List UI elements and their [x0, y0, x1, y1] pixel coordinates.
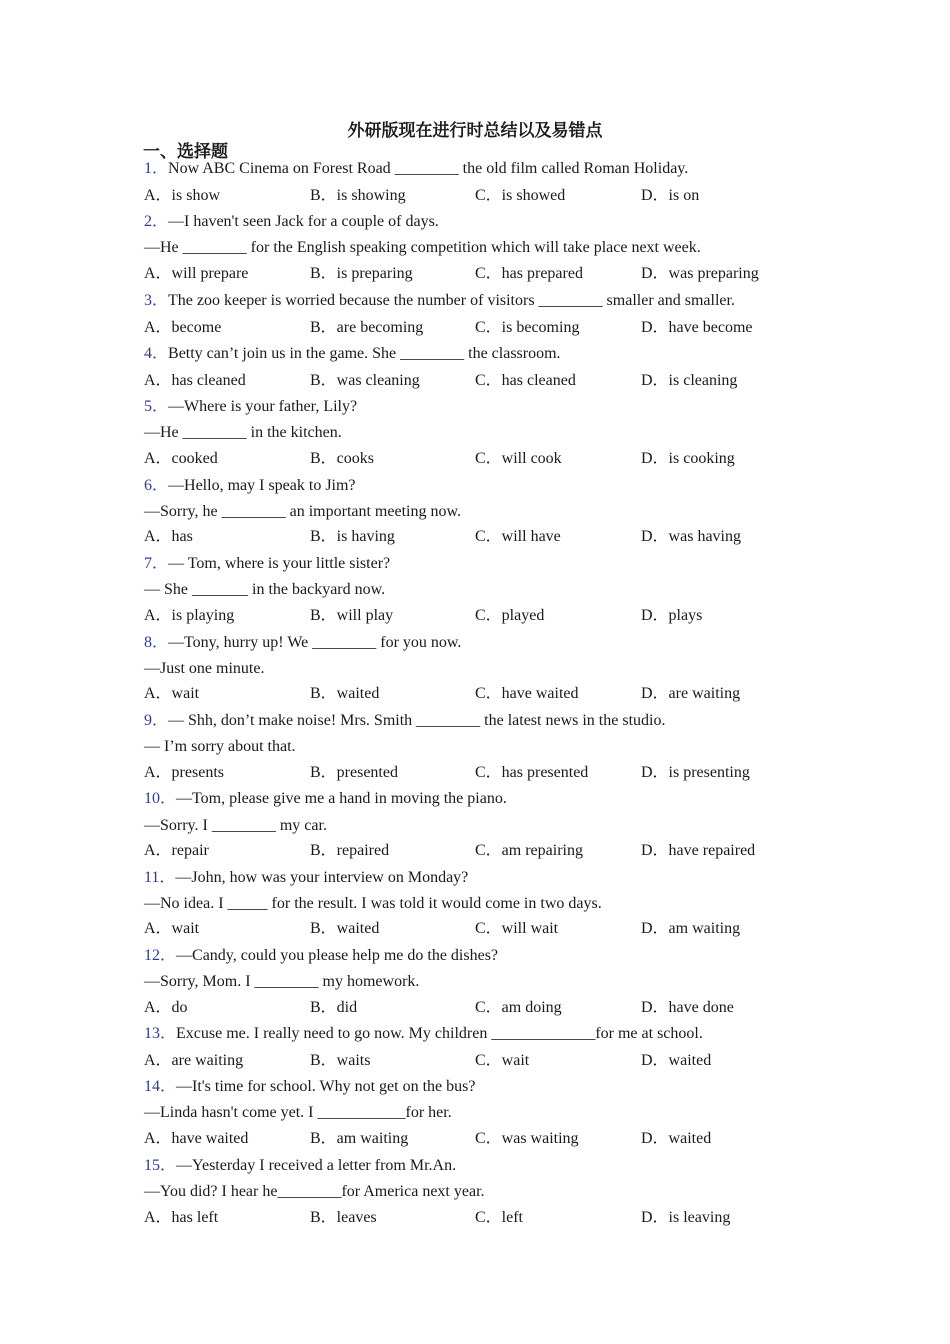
question-6-line-2: —Sorry, he ________ an important meeting now. — [144, 503, 461, 520]
question-number: 13． — [144, 1025, 177, 1042]
option-c[interactable]: C．will wait — [475, 920, 559, 937]
question-number: 8． — [144, 634, 169, 651]
option-a[interactable]: A．will prepare — [144, 265, 249, 282]
question-9-options — [0, 763, 950, 783]
option-c[interactable]: C．left — [475, 1209, 523, 1226]
option-b[interactable]: B．did — [310, 999, 358, 1016]
option-b[interactable]: B．is preparing — [310, 265, 413, 282]
option-d[interactable]: D．is cleaning — [641, 372, 738, 389]
option-d[interactable]: D．is cooking — [641, 450, 735, 467]
question-15-options — [0, 1208, 950, 1228]
question-10-line-2: —Sorry. I ________ my car. — [144, 817, 327, 834]
option-a[interactable]: A．cooked — [144, 450, 218, 467]
option-a[interactable]: A．are waiting — [144, 1052, 244, 1069]
option-a[interactable]: A．repair — [144, 842, 209, 859]
option-a[interactable]: A．wait — [144, 685, 200, 702]
question-number: 3． — [144, 292, 169, 309]
option-c[interactable]: C．is becoming — [475, 319, 580, 336]
question-2-line-1: 2．—I haven't seen Jack for a couple of days. — [144, 213, 439, 230]
option-c[interactable]: C．will cook — [475, 450, 562, 467]
option-c[interactable]: C．am repairing — [475, 842, 583, 859]
option-b[interactable]: B．is having — [310, 528, 395, 545]
question-12-line-1: 12．—Candy, could you please help me do the dishes? — [144, 947, 499, 964]
option-d[interactable]: D．are waiting — [641, 685, 741, 702]
question-number: 6． — [144, 477, 169, 494]
option-b[interactable]: B．repaired — [310, 842, 390, 859]
question-5-options — [0, 449, 950, 469]
question-number: 1． — [144, 160, 169, 177]
question-13-options — [0, 1051, 950, 1071]
question-12-options — [0, 998, 950, 1018]
option-c[interactable]: C．has cleaned — [475, 372, 576, 389]
question-number: 12． — [144, 947, 177, 964]
question-11-line-2: —No idea. I _____ for the result. I was told it would come in two days. — [144, 895, 602, 912]
question-11-options — [0, 919, 950, 939]
question-number: 2． — [144, 213, 169, 230]
question-11-line-1: 11．—John, how was your interview on Monday? — [144, 869, 469, 886]
option-c[interactable]: C．wait — [475, 1052, 530, 1069]
question-8-line-2: —Just one minute. — [144, 660, 265, 677]
option-c[interactable]: C．is showed — [475, 187, 566, 204]
option-d[interactable]: D．have become — [641, 319, 753, 336]
question-2-line-2: —He ________ for the English speaking competition which will take place next week. — [144, 239, 701, 256]
question-13-line-1: 13．Excuse me. I really need to go now. My children _____________for me at school. — [144, 1025, 703, 1042]
option-d[interactable]: D．am waiting — [641, 920, 741, 937]
option-a[interactable]: A．have waited — [144, 1130, 249, 1147]
option-b[interactable]: B．waited — [310, 685, 380, 702]
option-d[interactable]: D．plays — [641, 607, 703, 624]
option-a[interactable]: A．has cleaned — [144, 372, 246, 389]
question-15-line-2: —You did? I hear he________for America next year. — [144, 1183, 485, 1200]
option-c[interactable]: C．am doing — [475, 999, 562, 1016]
option-b[interactable]: B．waits — [310, 1052, 371, 1069]
question-3-line-1: 3．The zoo keeper is worried because the number of visitors ________ smaller and smaller. — [144, 292, 735, 309]
option-c[interactable]: C．has presented — [475, 764, 589, 781]
question-5-line-1: 5．—Where is your father, Lily? — [144, 398, 358, 415]
question-7-line-2: — She _______ in the backyard now. — [144, 581, 386, 598]
option-a[interactable]: A．is show — [144, 187, 221, 204]
question-7-line-1: 7．— Tom, where is your little sister? — [144, 555, 391, 572]
question-10-line-1: 10．—Tom, please give me a hand in moving the piano. — [144, 790, 507, 807]
question-number: 5． — [144, 398, 169, 415]
question-number: 15． — [144, 1157, 177, 1174]
option-b[interactable]: B．leaves — [310, 1209, 377, 1226]
option-d[interactable]: D．is on — [641, 187, 700, 204]
question-8-options — [0, 684, 950, 704]
option-a[interactable]: A．has — [144, 528, 193, 545]
question-number: 14． — [144, 1078, 177, 1095]
question-1-options — [0, 186, 950, 206]
option-d[interactable]: D．was having — [641, 528, 741, 545]
option-b[interactable]: B．are becoming — [310, 319, 424, 336]
option-d[interactable]: D．was preparing — [641, 265, 759, 282]
option-c[interactable]: C．was waiting — [475, 1130, 579, 1147]
question-number: 7． — [144, 555, 169, 572]
option-b[interactable]: B．cooks — [310, 450, 375, 467]
section-heading: 一、选择题 — [143, 142, 228, 162]
question-8-line-1: 8．—Tony, hurry up! We ________ for you now. — [144, 634, 462, 651]
question-number: 9． — [144, 712, 169, 729]
question-4-line-1: 4．Betty can’t join us in the game. She ________ the classroom. — [144, 345, 561, 362]
question-9-line-2: — I’m sorry about that. — [144, 738, 296, 755]
option-c[interactable]: C．played — [475, 607, 545, 624]
option-c[interactable]: C．has prepared — [475, 265, 583, 282]
question-10-options — [0, 841, 950, 861]
option-b[interactable]: B．is showing — [310, 187, 406, 204]
option-d[interactable]: D．have repaired — [641, 842, 756, 859]
question-14-line-2: —Linda hasn't come yet. I ___________for her. — [144, 1104, 452, 1121]
option-d[interactable]: D．waited — [641, 1130, 712, 1147]
option-a[interactable]: A．is playing — [144, 607, 235, 624]
question-4-options — [0, 371, 950, 391]
option-a[interactable]: A．do — [144, 999, 188, 1016]
option-d[interactable]: D．is leaving — [641, 1209, 731, 1226]
option-a[interactable]: A．has left — [144, 1209, 219, 1226]
question-2-options — [0, 264, 950, 284]
question-6-line-1: 6．—Hello, may I speak to Jim? — [144, 477, 356, 494]
question-9-line-1: 9．— Shh, don’t make noise! Mrs. Smith ________ the latest news in the studio. — [144, 712, 666, 729]
question-number: 11． — [144, 869, 176, 886]
option-b[interactable]: B．was cleaning — [310, 372, 420, 389]
question-14-line-1: 14．—It's time for school. Why not get on the bus? — [144, 1078, 476, 1095]
question-14-options — [0, 1129, 950, 1149]
option-d[interactable]: D．is presenting — [641, 764, 750, 781]
question-15-line-1: 15．—Yesterday I received a letter from Mr.An. — [144, 1157, 457, 1174]
option-a[interactable]: A．wait — [144, 920, 200, 937]
question-6-options — [0, 527, 950, 547]
option-b[interactable]: B．waited — [310, 920, 380, 937]
option-a[interactable]: A．become — [144, 319, 222, 336]
option-b[interactable]: B．will play — [310, 607, 394, 624]
option-b[interactable]: B．presented — [310, 764, 398, 781]
option-c[interactable]: C．have waited — [475, 685, 579, 702]
option-d[interactable]: D．waited — [641, 1052, 712, 1069]
option-b[interactable]: B．am waiting — [310, 1130, 409, 1147]
option-a[interactable]: A．presents — [144, 764, 224, 781]
question-1-line-1: 1．Now ABC Cinema on Forest Road ________ the old film called Roman Holiday. — [144, 160, 689, 177]
question-number: 10． — [144, 790, 177, 807]
option-c[interactable]: C．will have — [475, 528, 561, 545]
question-3-options — [0, 318, 950, 338]
option-d[interactable]: D．have done — [641, 999, 734, 1016]
question-7-options — [0, 606, 950, 626]
question-12-line-2: —Sorry, Mom. I ________ my homework. — [144, 973, 420, 990]
question-number: 4． — [144, 345, 169, 362]
page-title: 外研版现在进行时总结以及易错点 — [347, 121, 603, 141]
question-5-line-2: —He ________ in the kitchen. — [144, 424, 342, 441]
